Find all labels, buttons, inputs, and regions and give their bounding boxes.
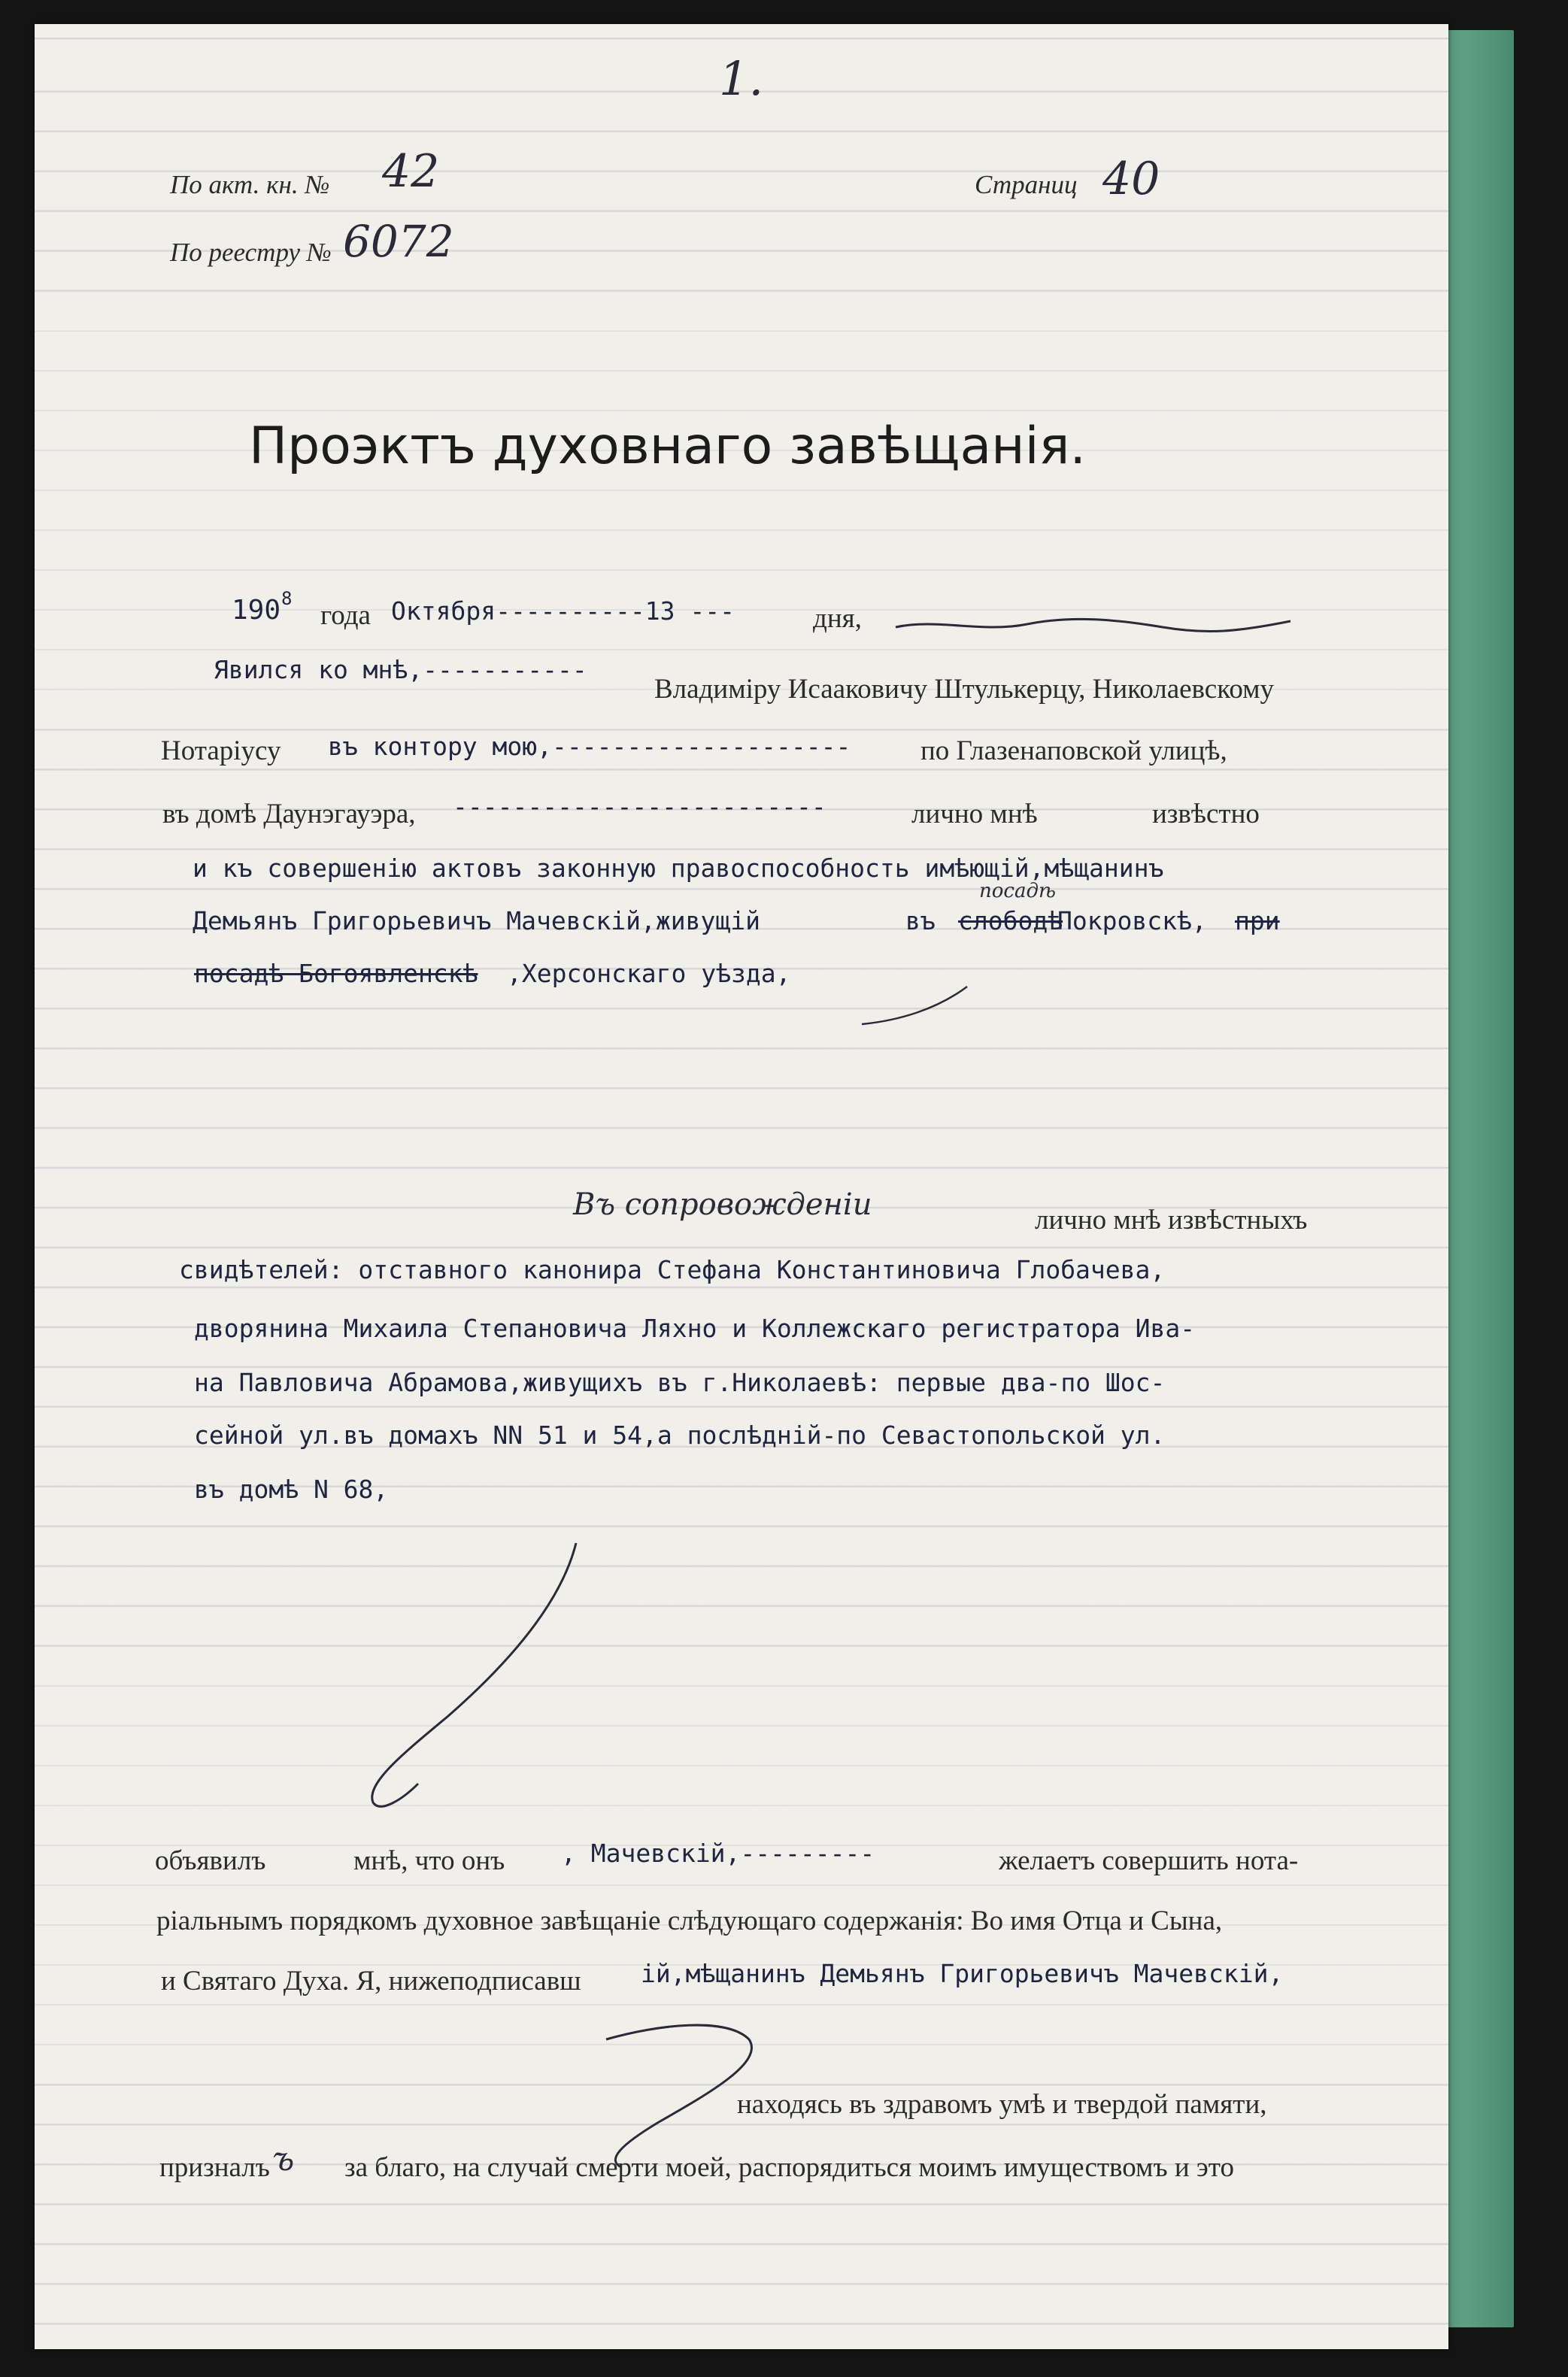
- pokrovsk-text: Покровскѣ,: [1057, 906, 1207, 935]
- kherson-uezd-text: ,Херсонскаго уѣзда,: [507, 959, 791, 988]
- page-mark: 1.: [719, 51, 764, 106]
- witnesses-line-4: сейной ул.въ домахъ NN 51 и 54,а послѣдній-по Севастопольской ул.: [194, 1420, 1166, 1450]
- appeared-text: Явился ко мнѣ,-----------: [214, 655, 587, 684]
- v-word: въ: [905, 906, 936, 935]
- flourish-line-1: [892, 611, 1298, 641]
- declared-word: объявилъ: [155, 1845, 266, 1876]
- accompanied-handwritten: Въ сопровожденіи: [573, 1187, 872, 1222]
- recognized-word: призналъ: [159, 2152, 270, 2183]
- document-title: Проэктъ духовнаго завѣщанія.: [249, 417, 1087, 476]
- street-text: по Глазенаповской улицѣ,: [920, 735, 1227, 766]
- wishes-text: желаетъ совершить нота-: [999, 1845, 1299, 1876]
- witnesses-line-1: свидѣтелей: отставного канонира Стефана Константиновича Глобачева,: [179, 1255, 1166, 1284]
- disposal-text: за благо, на случай смерти моей, распорядиться моимъ имуществомъ и это: [344, 2152, 1234, 2183]
- date-text: Октября----------13 ---: [391, 596, 735, 626]
- second-flourish: [576, 1994, 787, 2175]
- to-me-that-he: мнѣ, что онъ: [353, 1845, 505, 1876]
- act-book-number: 42: [382, 145, 440, 198]
- document-sheet: [35, 24, 1448, 2349]
- posad-bogoyavlensk-struck: посадѣ Богоявленскѣ: [194, 959, 478, 988]
- registry-label: По реестру №: [170, 238, 332, 267]
- known-text: извѣстно: [1152, 799, 1260, 829]
- act-book-label: По акт. кн. №: [170, 170, 330, 199]
- year-prefix: 190: [232, 595, 281, 626]
- handwritten-ending: ъ: [272, 2140, 295, 2178]
- legal-capacity-line: и къ совершенію актовъ законную правоспособность имѣющій,мѣщанинъ: [193, 853, 1164, 883]
- year-suffix: 8: [281, 588, 293, 609]
- house-text: въ домѣ Даунэгауэра,: [162, 799, 416, 829]
- pri-struck: при: [1235, 906, 1280, 935]
- personally-text: лично мнѣ: [911, 799, 1038, 829]
- holy-spirit-text: и Святаго Духа. Я, нижеподписавш: [161, 1966, 581, 1996]
- office-text: въ контору мою,--------------------: [328, 732, 851, 761]
- witnesses-line-3: на Павловича Абрамова,живущихъ въ г.Николаевѣ: первые два-по Шос-: [194, 1368, 1166, 1397]
- registry-number: 6072: [343, 216, 454, 267]
- machevsky-name: , Мачевскій,---------: [561, 1839, 875, 1868]
- ink-tick-mark: [854, 979, 975, 1039]
- blank-space-flourish: [335, 1513, 621, 1829]
- notary-name: Владиміру Исааковичу Штулькерцу, Николаевскому: [654, 674, 1275, 705]
- dnya-word: дня,: [813, 603, 862, 634]
- posad-insertion: посадѣ: [979, 880, 1056, 902]
- sloboda-struck: слободѣ: [958, 906, 1063, 935]
- house-dashes: -------------------------: [453, 792, 826, 821]
- witnesses-line-5: въ домѣ N 68,: [194, 1475, 389, 1504]
- notary-word: Нотаріусу: [161, 735, 281, 766]
- known-witnesses-text: лично мнѣ извѣстныхъ: [1035, 1205, 1308, 1235]
- witnesses-line-2: дворянина Михаила Степановича Ляхно и Коллежскаго регистратора Ива-: [194, 1314, 1196, 1343]
- will-content-line: ріальнымъ порядкомъ духовное завѣщаніе слѣдующаго содержанія: Во имя Отца и Сына,: [156, 1906, 1223, 1936]
- testator-identity: ій,мѣщанинъ Демьянъ Григорьевичъ Мачевскій,: [641, 1959, 1284, 1988]
- testator-name-line: Демьянъ Григорьевичъ Мачевскій,живущій: [193, 906, 760, 935]
- sound-mind-text: находясь въ здравомъ умѣ и твердой памяти,: [737, 2089, 1267, 2120]
- page-label: Страниц: [975, 170, 1078, 199]
- goda-word: года: [320, 600, 371, 631]
- page-number: 40: [1102, 153, 1160, 205]
